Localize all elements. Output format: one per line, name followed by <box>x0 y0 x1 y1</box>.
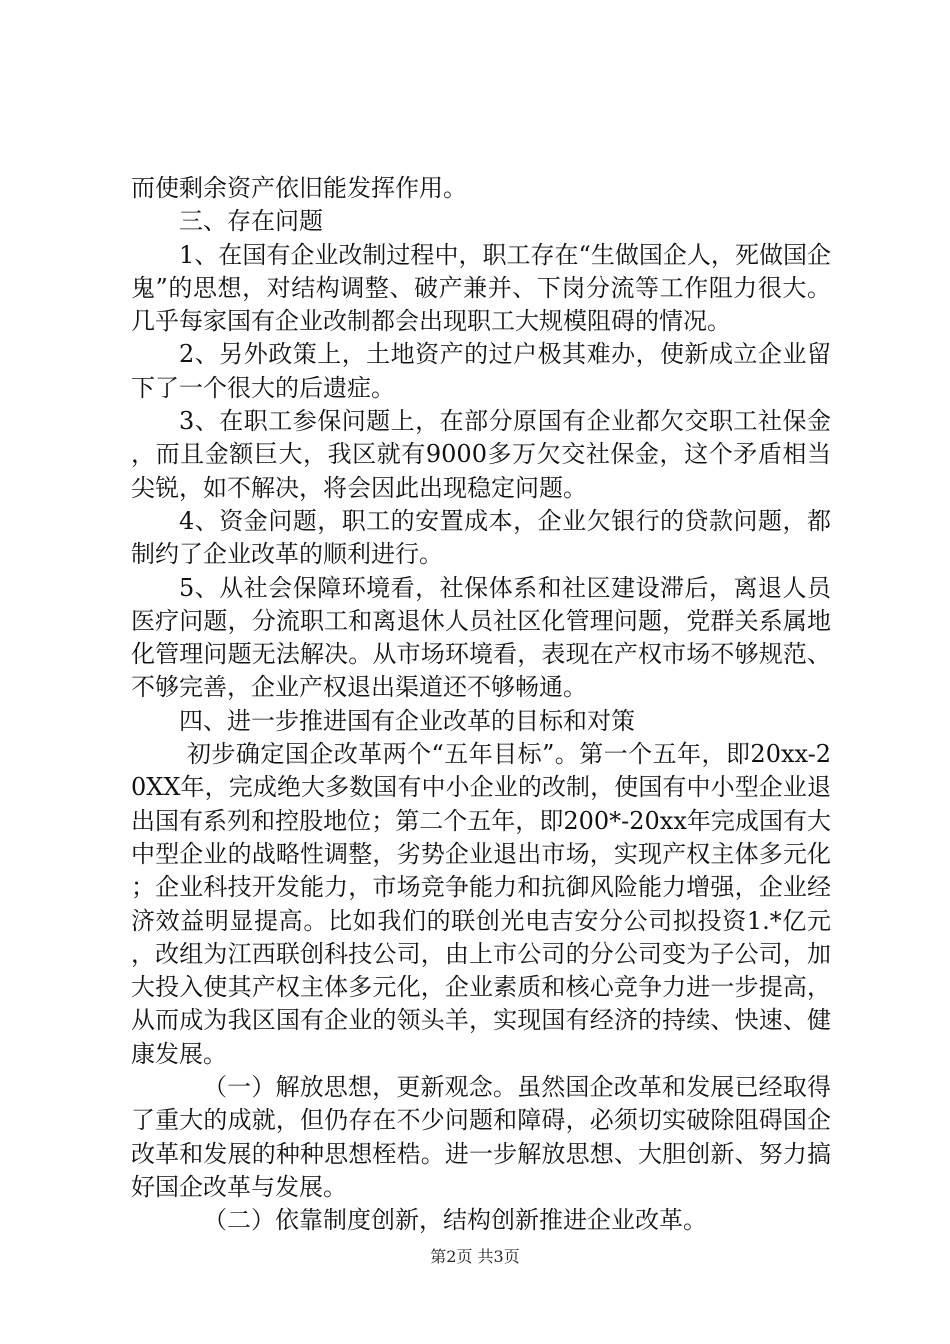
document-body <box>131 172 831 1238</box>
paragraph-problem-3: 3、在职工参保问题上，在部分原国有企业都欠交职工社保金，而且金额巨大，我区就有9000多万欠交社保金，这个矛盾相当尖锐，如不解决，将会因此出现稳定问题。 <box>131 407 831 502</box>
section-heading-goals: 四、进一步推进国有企业改革的目标和对策 <box>179 706 635 735</box>
section-heading-problems: 三、存在问题 <box>179 207 323 236</box>
page-footer <box>0 1247 950 1267</box>
paragraph-measure-1: （一）解放思想，更新观念。虽然国企改革和发展已经取得了重大的成就，但仍存在不少问题和障碍，必须切实破除阻碍国企改革和发展的种种思想桎梏。进一步解放思想、大胆创新、努力搞好国企改革与发展。 <box>131 1073 831 1201</box>
paragraph-problem-2: 2、另外政策上，土地资产的过户极其难办，使新成立企业留下了一个很大的后遗症。 <box>131 340 831 402</box>
paragraph-problem-1: 1、在国有企业改制过程中，职工存在“生做国企人，死做国企鬼”的思想，对结构调整、破产兼并、下岗分流等工作阻力很大。几乎每家国有企业改制都会出现职工大规模阻碍的情况。 <box>131 240 831 336</box>
paragraph-problem-4: 4、资金问题，职工的安置成本，企业欠银行的贷款问题，都制约了企业改革的顺利进行。 <box>131 506 831 569</box>
paragraph-measure-2: （二）依靠制度创新，结构创新推进企业改革。 <box>203 1206 707 1235</box>
paragraph-problem-5: 5、从社会保障环境看，社保体系和社区建设滞后，离退人员医疗问题，分流职工和离退休人员社区化管理问题，党群关系属地化管理问题无法解决。从市场环境看，表现在产权市场不够规范、不够完善，企业产权退出渠道还不够畅通。 <box>131 573 831 702</box>
paragraph-goals: 初步确定国企改革两个“五年目标”。第一个五年，即20xx-20XX年，完成绝大多数国有中小企业的改制，使国有中小型企业退出国有系列和控股地位；第二个五年，即200*-20xx年完成国有大中型企业的战略性调整，劣势企业退出市场，实现产权主体多元化；企业科技开发能力，市场竞争能力和抗御风险能力增强，企业经济效益明显提高。比如我们的联创光电吉安分公司拟投资1.*亿元，改组为江西联创科技公司，由上市公司的分公司变为子公司，加大投入使其产权主体多元化，企业素质和核心竞争力进一步提高，从而成为我区国有企业的领头羊，实现国有经济的持续、快速、健康发展。 <box>131 740 831 1068</box>
page-number-label: 第2页 共3页 <box>430 1247 520 1266</box>
paragraph-continuation: 而使剩余资产依旧能发挥作用。 <box>131 174 467 202</box>
